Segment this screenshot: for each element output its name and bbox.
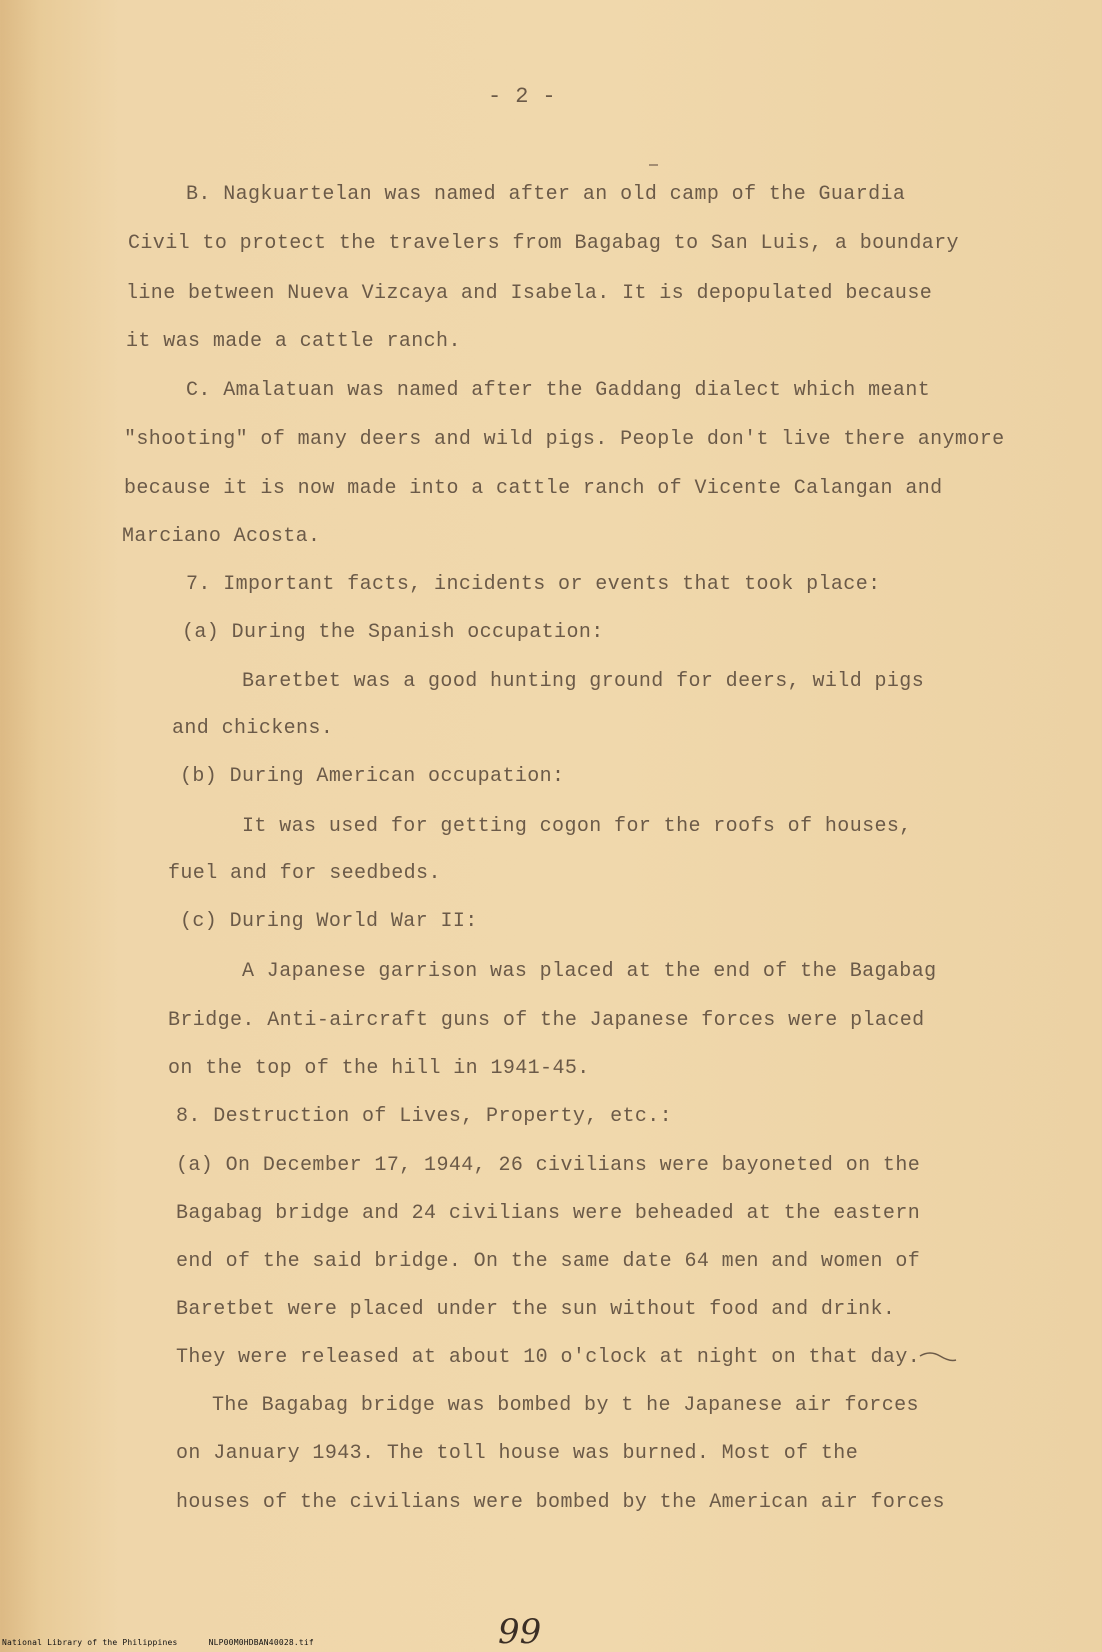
library-credit: National Library of the Philippines xyxy=(2,1638,178,1647)
text-line: on January 1943. The toll house was burned. Most of the xyxy=(176,1442,859,1465)
text-line: C. Amalatuan was named after the Gaddang dialect which meant xyxy=(186,379,931,402)
text-line: (a) On December 17, 1944, 26 civilians were bayoneted on the xyxy=(176,1154,921,1177)
text-line: Baretbet was a good hunting ground for deers, wild pigs xyxy=(242,670,925,693)
scan-footer xyxy=(2,1638,340,1647)
subsection-heading: (c) During World War II: xyxy=(180,910,478,933)
text-line: end of the said bridge. On the same date 64 men and women of xyxy=(176,1250,921,1273)
pen-stroke-mark xyxy=(918,1346,958,1366)
scan-filename: NLP00M0HDBAN40028.tif xyxy=(208,1638,314,1647)
text-line: They were released at about 10 o'clock at night on that day. xyxy=(176,1346,921,1369)
page-number: - 2 - xyxy=(488,84,557,109)
text-line: line between Nueva Vizcaya and Isabela. It is depopulated because xyxy=(126,282,933,305)
text-line: It was used for getting cogon for the roofs of houses, xyxy=(242,815,912,838)
text-line: Civil to protect the travelers from Bagabag to San Luis, a boundary xyxy=(128,232,959,255)
subsection-heading: (b) During American occupation: xyxy=(180,765,565,788)
section-heading: 7. Important facts, incidents or events that took place: xyxy=(186,573,881,596)
stray-dash-mark xyxy=(648,162,660,168)
handwritten-page-number: 99 xyxy=(498,1612,542,1652)
text-line: B. Nagkuartelan was named after an old camp of the Guardia xyxy=(186,183,906,206)
section-heading: 8. Destruction of Lives, Property, etc.: xyxy=(176,1105,673,1128)
text-line: A Japanese garrison was placed at the end of the Bagabag xyxy=(242,960,937,983)
text-line: fuel and for seedbeds. xyxy=(168,862,441,885)
text-line: "shooting" of many deers and wild pigs. People don't live there anymore xyxy=(124,428,1005,451)
text-line: because it is now made into a cattle ranch of Vicente Calangan and xyxy=(124,477,943,500)
text-line: The Bagabag bridge was bombed by t he Japanese air forces xyxy=(212,1394,919,1417)
text-line: Baretbet were placed under the sun without food and drink. xyxy=(176,1298,896,1321)
subsection-heading: (a) During the Spanish occupation: xyxy=(182,621,604,644)
text-line: it was made a cattle ranch. xyxy=(126,330,461,353)
text-line: Marciano Acosta. xyxy=(122,525,321,548)
text-line: Bagabag bridge and 24 civilians were beheaded at the eastern xyxy=(176,1202,921,1225)
text-line: and chickens. xyxy=(172,717,334,740)
text-line: Bridge. Anti-aircraft guns of the Japanese forces were placed xyxy=(168,1009,925,1032)
text-line: on the top of the hill in 1941-45. xyxy=(168,1057,590,1080)
text-line: houses of the civilians were bombed by the American air forces xyxy=(176,1491,945,1514)
